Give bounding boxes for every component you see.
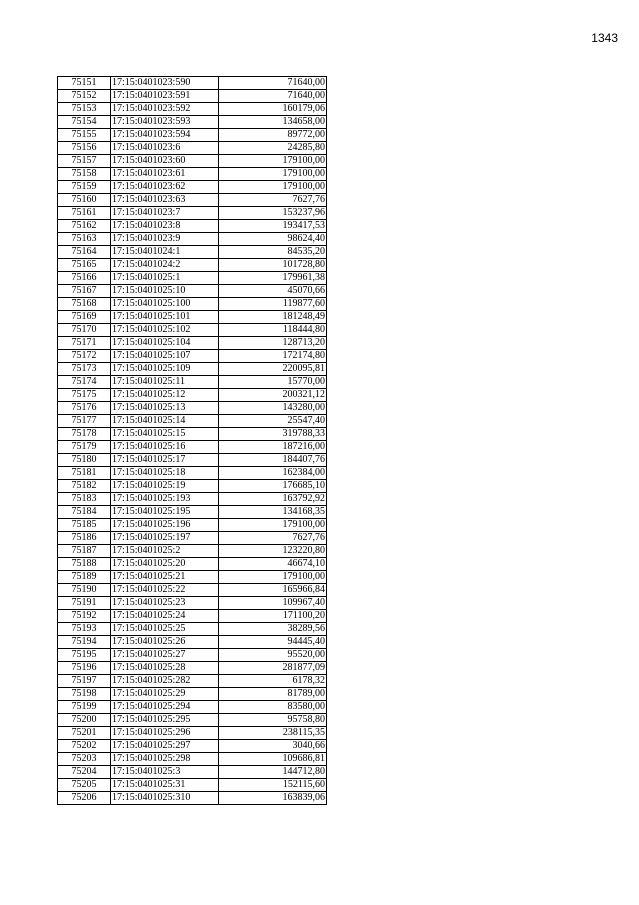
cadastral-number: 17:15:0401025:298	[111, 753, 219, 766]
table-row	[58, 298, 327, 311]
table-row	[58, 389, 327, 402]
table-row	[58, 142, 327, 155]
row-number: 75195	[58, 649, 111, 662]
cadastral-number: 17:15:0401025:25	[111, 623, 219, 636]
row-number: 75203	[58, 753, 111, 766]
cadastral-value: 238115,35	[219, 727, 327, 740]
cadastral-number: 17:15:0401025:195	[111, 506, 219, 519]
table-row	[58, 103, 327, 116]
cadastral-number: 17:15:0401023:62	[111, 181, 219, 194]
row-number: 75167	[58, 285, 111, 298]
table-row	[58, 428, 327, 441]
cadastral-number: 17:15:0401023:63	[111, 194, 219, 207]
table-row	[58, 168, 327, 181]
row-number: 75173	[58, 363, 111, 376]
cadastral-value: 119877,60	[219, 298, 327, 311]
cadastral-value: 134168,35	[219, 506, 327, 519]
row-number: 75162	[58, 220, 111, 233]
cadastral-value: 101728,80	[219, 259, 327, 272]
row-number: 75194	[58, 636, 111, 649]
table-row	[58, 493, 327, 506]
cadastral-value: 109967,40	[219, 597, 327, 610]
cadastral-number: 17:15:0401025:19	[111, 480, 219, 493]
cadastral-value: 144712,80	[219, 766, 327, 779]
row-number: 75152	[58, 90, 111, 103]
cadastral-value: 160179,06	[219, 103, 327, 116]
cadastral-number: 17:15:0401024:2	[111, 259, 219, 272]
cadastral-value: 200321,12	[219, 389, 327, 402]
cadastral-number: 17:15:0401025:297	[111, 740, 219, 753]
cadastral-number: 17:15:0401023:8	[111, 220, 219, 233]
table-row	[58, 597, 327, 610]
cadastral-number: 17:15:0401023:60	[111, 155, 219, 168]
cadastral-number: 17:15:0401025:27	[111, 649, 219, 662]
cadastral-number: 17:15:0401025:295	[111, 714, 219, 727]
row-number: 75176	[58, 402, 111, 415]
table-row	[58, 753, 327, 766]
row-number: 75154	[58, 116, 111, 129]
table-row	[58, 181, 327, 194]
cadastral-number: 17:15:0401025:197	[111, 532, 219, 545]
row-number: 75181	[58, 467, 111, 480]
cadastral-number: 17:15:0401025:107	[111, 350, 219, 363]
row-number: 75166	[58, 272, 111, 285]
cadastral-number: 17:15:0401023:591	[111, 90, 219, 103]
row-number: 75155	[58, 129, 111, 142]
cadastral-value: 71640,00	[219, 77, 327, 90]
table-row	[58, 636, 327, 649]
row-number: 75196	[58, 662, 111, 675]
row-number: 75186	[58, 532, 111, 545]
cadastral-value: 171100,20	[219, 610, 327, 623]
cadastral-value: 46674,10	[219, 558, 327, 571]
cadastral-number: 17:15:0401023:7	[111, 207, 219, 220]
cadastral-value: 83580,00	[219, 701, 327, 714]
row-number: 75205	[58, 779, 111, 792]
table-row	[58, 324, 327, 337]
cadastral-value: 165966,84	[219, 584, 327, 597]
table-row	[58, 740, 327, 753]
cadastral-number: 17:15:0401025:31	[111, 779, 219, 792]
row-number: 75157	[58, 155, 111, 168]
cadastral-value: 15770,00	[219, 376, 327, 389]
row-number: 75206	[58, 792, 111, 805]
table-row	[58, 766, 327, 779]
row-number: 75179	[58, 441, 111, 454]
table-row	[58, 662, 327, 675]
row-number: 75199	[58, 701, 111, 714]
table-row	[58, 610, 327, 623]
cadastral-value: 179961,38	[219, 272, 327, 285]
row-number: 75202	[58, 740, 111, 753]
cadastral-number: 17:15:0401025:23	[111, 597, 219, 610]
table-row	[58, 207, 327, 220]
cadastral-value: 220095,81	[219, 363, 327, 376]
row-number: 75151	[58, 77, 111, 90]
cadastral-number: 17:15:0401023:594	[111, 129, 219, 142]
cadastral-value: 123220,80	[219, 545, 327, 558]
table-row	[58, 116, 327, 129]
row-number: 75190	[58, 584, 111, 597]
table-row	[58, 623, 327, 636]
row-number: 75177	[58, 415, 111, 428]
table-row	[58, 519, 327, 532]
cadastral-value: 193417,53	[219, 220, 327, 233]
cadastral-number: 17:15:0401025:196	[111, 519, 219, 532]
table-row	[58, 415, 327, 428]
cadastral-value: 319788,33	[219, 428, 327, 441]
table-row	[58, 467, 327, 480]
cadastral-value: 84535,20	[219, 246, 327, 259]
cadastral-number: 17:15:0401025:26	[111, 636, 219, 649]
cadastral-number: 17:15:0401025:29	[111, 688, 219, 701]
table-row	[58, 649, 327, 662]
row-number: 75174	[58, 376, 111, 389]
table-row	[58, 454, 327, 467]
table-row	[58, 441, 327, 454]
cadastral-value: 134658,00	[219, 116, 327, 129]
cadastral-value: 187216,00	[219, 441, 327, 454]
page-number: 1343	[591, 31, 618, 45]
cadastral-number: 17:15:0401025:13	[111, 402, 219, 415]
table-row	[58, 584, 327, 597]
table-row	[58, 155, 327, 168]
cadastral-number: 17:15:0401025:100	[111, 298, 219, 311]
table-row	[58, 480, 327, 493]
cadastral-value: 71640,00	[219, 90, 327, 103]
cadastral-value: 172174,80	[219, 350, 327, 363]
table-row	[58, 285, 327, 298]
cadastral-number: 17:15:0401023:592	[111, 103, 219, 116]
cadastral-number: 17:15:0401025:2	[111, 545, 219, 558]
cadastral-number: 17:15:0401025:20	[111, 558, 219, 571]
cadastral-number: 17:15:0401023:593	[111, 116, 219, 129]
cadastral-number: 17:15:0401025:17	[111, 454, 219, 467]
cadastral-number: 17:15:0401025:296	[111, 727, 219, 740]
cadastral-value: 24285,80	[219, 142, 327, 155]
table-row	[58, 701, 327, 714]
cadastral-value: 163792,92	[219, 493, 327, 506]
row-number: 75192	[58, 610, 111, 623]
row-number: 75182	[58, 480, 111, 493]
row-number: 75171	[58, 337, 111, 350]
cadastral-value: 179100,00	[219, 168, 327, 181]
cadastral-number: 17:15:0401023:6	[111, 142, 219, 155]
cadastral-number: 17:15:0401023:590	[111, 77, 219, 90]
table-row	[58, 337, 327, 350]
row-number: 75175	[58, 389, 111, 402]
cadastral-number: 17:15:0401023:61	[111, 168, 219, 181]
row-number: 75188	[58, 558, 111, 571]
row-number: 75160	[58, 194, 111, 207]
table-row	[58, 376, 327, 389]
cadastral-value: 184407,76	[219, 454, 327, 467]
row-number: 75197	[58, 675, 111, 688]
row-number: 75187	[58, 545, 111, 558]
cadastral-number: 17:15:0401025:193	[111, 493, 219, 506]
cadastral-value: 179100,00	[219, 519, 327, 532]
cadastral-number: 17:15:0401025:15	[111, 428, 219, 441]
cadastral-number: 17:15:0401025:1	[111, 272, 219, 285]
row-number: 75168	[58, 298, 111, 311]
row-number: 75204	[58, 766, 111, 779]
cadastral-value: 162384,00	[219, 467, 327, 480]
row-number: 75198	[58, 688, 111, 701]
table-row	[58, 402, 327, 415]
cadastral-value: 163839,06	[219, 792, 327, 805]
cadastral-value: 81789,00	[219, 688, 327, 701]
row-number: 75200	[58, 714, 111, 727]
cadastral-number: 17:15:0401025:22	[111, 584, 219, 597]
cadastral-value: 7627,76	[219, 532, 327, 545]
cadastral-value: 153237,96	[219, 207, 327, 220]
table-row	[58, 272, 327, 285]
cadastral-number: 17:15:0401025:24	[111, 610, 219, 623]
row-number: 75183	[58, 493, 111, 506]
cadastral-value: 109686,81	[219, 753, 327, 766]
table-row	[58, 233, 327, 246]
row-number: 75159	[58, 181, 111, 194]
table-row	[58, 532, 327, 545]
table-row	[58, 506, 327, 519]
table-row	[58, 259, 327, 272]
row-number: 75201	[58, 727, 111, 740]
row-number: 75189	[58, 571, 111, 584]
cadastral-value: 94445,40	[219, 636, 327, 649]
cadastral-value: 152115,60	[219, 779, 327, 792]
cadastral-number: 17:15:0401025:294	[111, 701, 219, 714]
table-row	[58, 571, 327, 584]
table-row	[58, 90, 327, 103]
cadastral-value: 25547,40	[219, 415, 327, 428]
cadastral-value: 179100,00	[219, 181, 327, 194]
table-row	[58, 779, 327, 792]
row-number: 75193	[58, 623, 111, 636]
table-row	[58, 129, 327, 142]
cadastral-number: 17:15:0401025:12	[111, 389, 219, 402]
table-row	[58, 311, 327, 324]
cadastral-value: 98624,40	[219, 233, 327, 246]
cadastral-number: 17:15:0401025:282	[111, 675, 219, 688]
cadastral-number: 17:15:0401025:109	[111, 363, 219, 376]
table-row	[58, 792, 327, 805]
table-row	[58, 220, 327, 233]
cadastral-number: 17:15:0401025:16	[111, 441, 219, 454]
row-number: 75156	[58, 142, 111, 155]
row-number: 75185	[58, 519, 111, 532]
table-row	[58, 688, 327, 701]
row-number: 75158	[58, 168, 111, 181]
row-number: 75153	[58, 103, 111, 116]
row-number: 75178	[58, 428, 111, 441]
row-number: 75170	[58, 324, 111, 337]
table-row	[58, 714, 327, 727]
row-number: 75172	[58, 350, 111, 363]
table-row	[58, 77, 327, 90]
row-number: 75180	[58, 454, 111, 467]
table-row	[58, 194, 327, 207]
cadastral-value: 281877,09	[219, 662, 327, 675]
cadastral-value: 3040,66	[219, 740, 327, 753]
cadastral-number: 17:15:0401023:9	[111, 233, 219, 246]
table-row	[58, 675, 327, 688]
cadastral-number: 17:15:0401025:102	[111, 324, 219, 337]
row-number: 75184	[58, 506, 111, 519]
cadastral-value: 128713,20	[219, 337, 327, 350]
cadastral-value: 143280,00	[219, 402, 327, 415]
row-number: 75191	[58, 597, 111, 610]
cadastral-value: 118444,80	[219, 324, 327, 337]
cadastral-value: 95520,00	[219, 649, 327, 662]
cadastral-value: 179100,00	[219, 571, 327, 584]
table-row	[58, 350, 327, 363]
cadastral-number: 17:15:0401025:21	[111, 571, 219, 584]
cadastral-number: 17:15:0401025:14	[111, 415, 219, 428]
cadastral-number: 17:15:0401025:3	[111, 766, 219, 779]
row-number: 75164	[58, 246, 111, 259]
table-row	[58, 246, 327, 259]
cadastral-number: 17:15:0401025:28	[111, 662, 219, 675]
cadastral-value: 7627,76	[219, 194, 327, 207]
cadastral-number: 17:15:0401025:10	[111, 285, 219, 298]
row-number: 75163	[58, 233, 111, 246]
table-row	[58, 545, 327, 558]
table-body	[58, 77, 327, 805]
table-row	[58, 363, 327, 376]
cadastral-value: 45070,66	[219, 285, 327, 298]
cadastral-number: 17:15:0401024:1	[111, 246, 219, 259]
table-row	[58, 558, 327, 571]
cadastral-number: 17:15:0401025:104	[111, 337, 219, 350]
cadastral-value: 89772,00	[219, 129, 327, 142]
cadastral-value: 181248,49	[219, 311, 327, 324]
cadastral-number: 17:15:0401025:11	[111, 376, 219, 389]
cadastral-value: 176685,10	[219, 480, 327, 493]
table-row	[58, 727, 327, 740]
row-number: 75165	[58, 259, 111, 272]
cadastral-number: 17:15:0401025:310	[111, 792, 219, 805]
cadastral-number: 17:15:0401025:101	[111, 311, 219, 324]
cadastral-number: 17:15:0401025:18	[111, 467, 219, 480]
row-number: 75169	[58, 311, 111, 324]
cadastral-value: 95758,80	[219, 714, 327, 727]
cadastral-value: 6178,32	[219, 675, 327, 688]
cadastral-value: 38289,56	[219, 623, 327, 636]
row-number: 75161	[58, 207, 111, 220]
cadastral-value: 179100,00	[219, 155, 327, 168]
cadastral-value-table	[57, 76, 327, 805]
